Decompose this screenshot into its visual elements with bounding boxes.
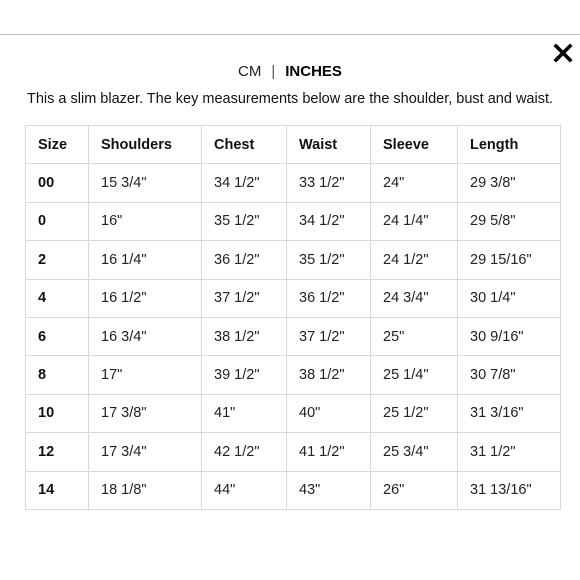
- cell-shoulders: 17 3/8": [89, 394, 202, 432]
- cell-size: 6: [26, 317, 89, 355]
- cell-length: 29 3/8": [458, 164, 561, 202]
- cell-chest: 41": [202, 394, 287, 432]
- cell-waist: 41 1/2": [287, 433, 371, 471]
- cell-chest: 42 1/2": [202, 433, 287, 471]
- cell-sleeve: 26": [371, 471, 458, 509]
- cell-chest: 35 1/2": [202, 202, 287, 240]
- table-row: [26, 202, 561, 240]
- cell-waist: 34 1/2": [287, 202, 371, 240]
- header-shoulders: Shoulders: [89, 126, 202, 164]
- cell-sleeve: 25": [371, 317, 458, 355]
- cell-waist: 38 1/2": [287, 356, 371, 394]
- cell-size: 8: [26, 356, 89, 394]
- cell-sleeve: 24 3/4": [371, 279, 458, 317]
- table-row: [26, 356, 561, 394]
- cell-waist: 37 1/2": [287, 317, 371, 355]
- close-icon: [553, 43, 573, 63]
- size-chart-table: [25, 125, 561, 510]
- cell-shoulders: 15 3/4": [89, 164, 202, 202]
- cell-sleeve: 24 1/2": [371, 241, 458, 279]
- cell-size: 2: [26, 241, 89, 279]
- cell-chest: 36 1/2": [202, 241, 287, 279]
- table-row: [26, 394, 561, 432]
- cell-length: 30 7/8": [458, 356, 561, 394]
- cell-sleeve: 25 3/4": [371, 433, 458, 471]
- table-header-row: [26, 126, 561, 164]
- close-button[interactable]: [553, 43, 573, 63]
- table-row: [26, 433, 561, 471]
- cell-chest: 39 1/2": [202, 356, 287, 394]
- unit-separator: |: [271, 63, 276, 80]
- cell-length: 30 1/4": [458, 279, 561, 317]
- cell-chest: 37 1/2": [202, 279, 287, 317]
- cell-waist: 36 1/2": [287, 279, 371, 317]
- cell-chest: 34 1/2": [202, 164, 287, 202]
- cell-size: 4: [26, 279, 89, 317]
- header-length: Length: [458, 126, 561, 164]
- cell-shoulders: 16 3/4": [89, 317, 202, 355]
- cell-size: 0: [26, 202, 89, 240]
- cell-length: 30 9/16": [458, 317, 561, 355]
- description-text: This a slim blazer. The key measurements below are the shoulder, bust and waist.: [26, 91, 554, 107]
- cell-length: 31 13/16": [458, 471, 561, 509]
- header-sleeve: Sleeve: [371, 126, 458, 164]
- cell-size: 12: [26, 433, 89, 471]
- header-waist: Waist: [287, 126, 371, 164]
- header-size: Size: [26, 126, 89, 164]
- cell-shoulders: 16 1/4": [89, 241, 202, 279]
- unit-option-inches[interactable]: INCHES: [285, 63, 342, 80]
- cell-shoulders: 18 1/8": [89, 471, 202, 509]
- top-divider: [0, 34, 580, 35]
- unit-toggle: [0, 63, 580, 81]
- cell-shoulders: 16": [89, 202, 202, 240]
- cell-shoulders: 17 3/4": [89, 433, 202, 471]
- table-row: [26, 279, 561, 317]
- cell-size: 00: [26, 164, 89, 202]
- table-row: [26, 471, 561, 509]
- unit-option-cm[interactable]: CM: [238, 63, 262, 80]
- cell-size: 10: [26, 394, 89, 432]
- cell-length: 29 15/16": [458, 241, 561, 279]
- cell-size: 14: [26, 471, 89, 509]
- cell-length: 29 5/8": [458, 202, 561, 240]
- cell-sleeve: 25 1/4": [371, 356, 458, 394]
- cell-length: 31 1/2": [458, 433, 561, 471]
- cell-shoulders: 16 1/2": [89, 279, 202, 317]
- table-row: [26, 164, 561, 202]
- cell-shoulders: 17": [89, 356, 202, 394]
- cell-chest: 38 1/2": [202, 317, 287, 355]
- cell-chest: 44": [202, 471, 287, 509]
- cell-waist: 43": [287, 471, 371, 509]
- cell-waist: 33 1/2": [287, 164, 371, 202]
- header-chest: Chest: [202, 126, 287, 164]
- cell-sleeve: 24 1/4": [371, 202, 458, 240]
- cell-waist: 35 1/2": [287, 241, 371, 279]
- cell-waist: 40": [287, 394, 371, 432]
- cell-sleeve: 25 1/2": [371, 394, 458, 432]
- cell-sleeve: 24": [371, 164, 458, 202]
- table-row: [26, 317, 561, 355]
- table-row: [26, 241, 561, 279]
- cell-length: 31 3/16": [458, 394, 561, 432]
